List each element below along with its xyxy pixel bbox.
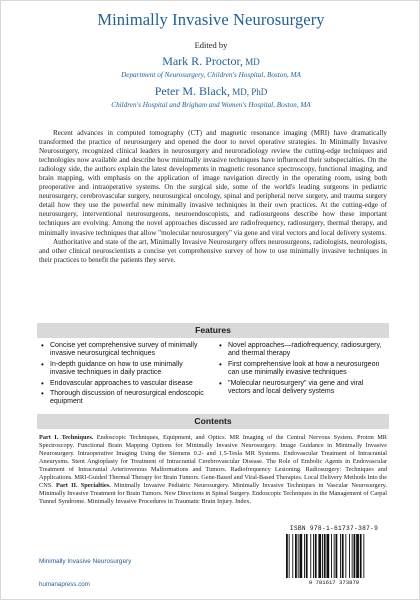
editor-name-2: Peter M. Black, MD, PhD	[154, 84, 268, 98]
barcode-block	[281, 525, 387, 587]
publisher-url[interactable]: humanapress.com	[39, 581, 90, 588]
features-right-column	[219, 342, 387, 398]
series-name: Minimally Invasive Neurosurgery	[39, 558, 132, 565]
features-left-column	[41, 342, 209, 409]
features-heading: Features	[37, 323, 389, 338]
part-2-chapters: Minimally Invasive Pediatric Neurosurgery. Minimally Invasive Techniques in Vascular Neurosurgery. Minimally Invasive Treatment for Brain Tumors. New Directions in Spinal Surgery. Endoscopic Techniques in the Management of Carpal Tunnel Syndrome. Minimally Invasive Procedures in Traumatic Brain Injury. Index.	[39, 482, 387, 505]
description	[39, 129, 387, 265]
feature-item: • Thorough discussion of neurosurgical endoscopic equipment	[41, 390, 209, 407]
editor-name-1: Mark R. Proctor, MD	[162, 54, 260, 68]
contents-list	[39, 434, 387, 506]
part-1-chapters: Endoscopic Techniques, Equipment, and Optics. MR Imaging of the Central Nervous System. Proton MR Spectroscopy. Functional Brain Mapping Options for Minimally Invasive Neurosurgery. Image Guidance in Minimally Invasive Neurosurgery. Intraoperative Imaging Using the Siemens 0.2- and 1.5-Tesla MR Systems. Endovascular Treatment of Intracranial Aneurysms. Stent Angioplasty for Treatment of Intracranial Cerebrovascular Disease. The Role of Embolic Agents in Endovascular Treatment of Intracranial Arteriovenous Malformations and Tumors. Radiofrequency Lesioning. Radiosurgery: Techniques and Applications. MRI-Guided Thermal Therapy for Brain Tumors. Gene-Based and Viral-Based Therapies. Local Delivery Methods Into the CNS.	[39, 434, 387, 489]
edited-by-label: Edited by	[194, 40, 228, 50]
isbn-label: ISBN 978-1-61737-387-9	[289, 525, 379, 532]
feature-item: • Novel approaches—radiofrequency, radiosurgery, and thermal therapy	[219, 342, 387, 359]
feature-item: • Endovascular approaches to vascular disease	[41, 380, 209, 388]
book-title: Minimally Invasive Neurosurgery	[97, 10, 325, 29]
barcode-digits: 9 781617 373879	[308, 579, 360, 586]
contents-heading: Contents	[37, 414, 389, 429]
editor-affiliation-1: Department of Neurosurgery, Children's Hospital, Boston, MA	[121, 71, 301, 79]
barcode-image	[284, 534, 384, 578]
part-2-label: Part II. Specialties.	[52, 482, 111, 489]
description-paragraph-1: Recent advances in computed tomography (CT) and magnetic resonance imaging (MRI) have dramatically transformed the practice of neurosurgery and opened the door to novel operative strategies. In Minimally Invasive Neurosurgery, recognized clinical leaders in neurosurgery and neuroradiology review the cutting-edge techniques and technologies now available and describe how minimally invasive techniques have influenced their subspecialties. On the radiology side, the authors explain the latest developments in magnetic resonance spectroscopy, functional imaging, and brain mapping, with emphasis on the application of image navigation directly in the operating room, using both preoperative and intraoperative systems. On the surgical side, some of the world's leading surgeons in pediatric neurosurgery, cerebrovascular surgery, neurosurgical oncology, spinal and peripheral nerve surgery, and trauma surgery detail how they use the powerful new minimally invasive techniques in their own practices. At the cutting-edge of neurosurgery, interventional neurosurgeons, neuroendoscopists, and radiosurgeons describe how these important techniques are evolving. Among the novel approaches discussed are radiofrequency, radiosurgery, thermal therapy, and minimally invasive techniques that allow "molecular neurosurgery" via gene and viral vectors and local delivery systems.	[39, 129, 387, 237]
feature-item: • In-depth guidance on how to use minimally invasive techniques in daily practice	[41, 361, 209, 378]
editor-affiliation-2: Children's Hospital and Brigham and Women's Hospital, Boston, MA	[111, 101, 311, 109]
feature-item: • "Molecular neurosurgery" via gene and viral vectors and local delivery systems	[219, 380, 387, 397]
description-paragraph-2: Authoritative and state of the art, Minimally Invasive Neurosurgery offers neurosurgeons, radiologists, neurologists, and other clinical neuroscientists a concise yet comprehensive survey of how to use minimally invasive techniques in their practices to benefit the patients they serve.	[39, 237, 387, 264]
feature-item: • Concise yet comprehensive survey of minimally invasive neurosurgical techniques	[41, 342, 209, 359]
feature-item: • First comprehensive look at how a neurosurgeon can use minimally invasive techniques	[219, 361, 387, 378]
part-1-label: Part I. Techniques.	[39, 434, 94, 441]
